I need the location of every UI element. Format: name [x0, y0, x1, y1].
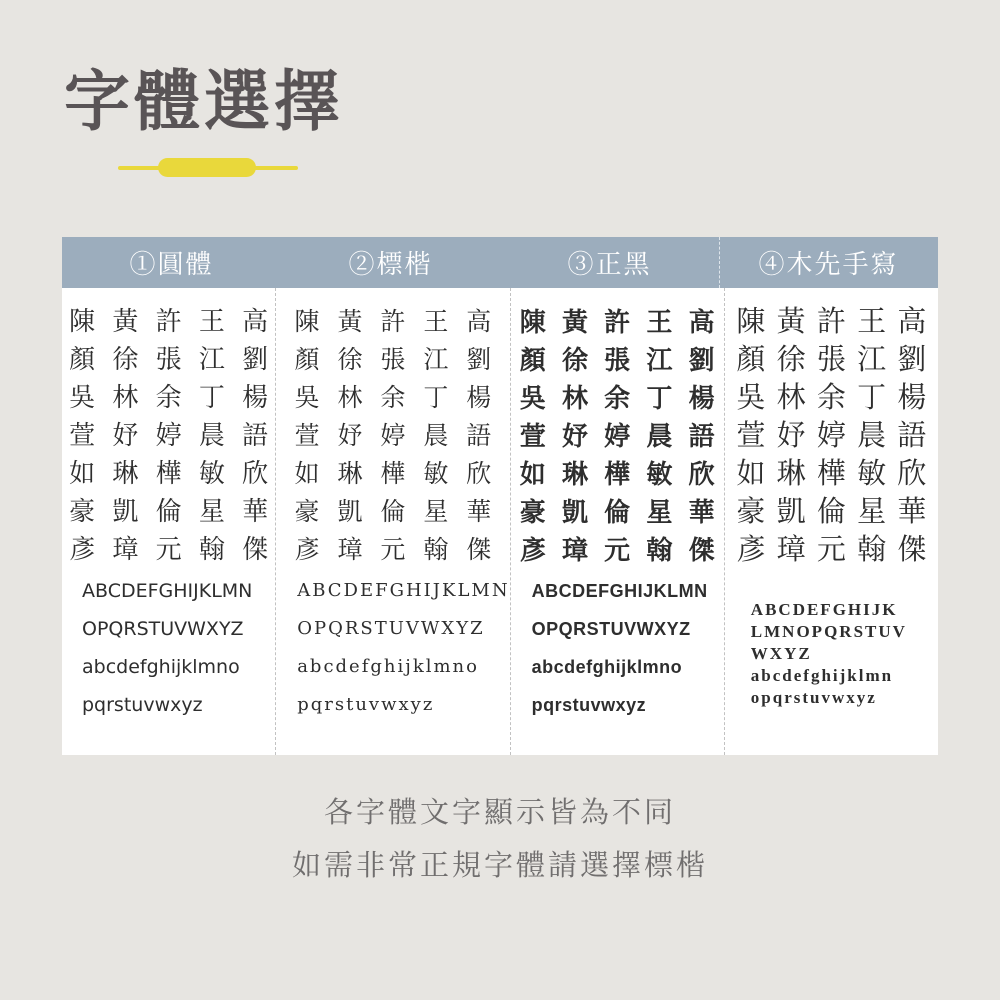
- latin-sample-line: pqrstuvwxyz: [82, 694, 203, 716]
- font-sample-column-handwriting: [724, 288, 938, 755]
- cjk-sample-block: [725, 303, 938, 569]
- cjk-sample-row: 陳 黃 許 王 高: [294, 307, 492, 336]
- latin-sample-line: LMNOPQRSTUV: [750, 622, 907, 641]
- cjk-sample-row: 如 琳 樺 敏 欣: [294, 459, 492, 488]
- font-comparison-table: [62, 237, 938, 755]
- latin-sample-line: pqrstuvwxyz: [531, 695, 647, 715]
- cjk-sample-row: 彥 璋 元 翰 傑: [294, 535, 492, 564]
- latin-sample-block: [62, 572, 275, 724]
- cjk-sample-row: 陳 黃 許 王 高: [69, 307, 269, 337]
- cjk-sample-row: 彥 璋 元 翰 傑: [736, 534, 927, 566]
- cjk-sample-row: 吳 林 余 丁 楊: [294, 383, 492, 412]
- cjk-sample-row: 顏 徐 張 江 劉: [69, 345, 269, 375]
- latin-sample-line: pqrstuvwxyz: [297, 694, 435, 715]
- latin-sample-line: abcdefghijklmno: [297, 656, 479, 677]
- column-header-gothic: ③正黑: [567, 249, 652, 279]
- font-sample-column-gothic: [510, 288, 724, 755]
- footer-note-line: 如需非常正規字體請選擇標楷: [291, 850, 708, 882]
- footer-note-line: 各字體文字顯示皆為不同: [323, 797, 676, 829]
- latin-sample-line: ABCDEFGHIJKLMN: [82, 580, 253, 602]
- cjk-sample-row: 豪 凱 倫 星 華: [736, 496, 927, 528]
- latin-sample-line: OPQRSTUVWXYZ: [531, 619, 691, 639]
- latin-sample-line: abcdefghijklmno: [82, 656, 240, 678]
- latin-sample-block: [276, 572, 509, 724]
- cjk-sample-row: 豪 凱 倫 星 華: [519, 497, 715, 527]
- font-sample-column-kai: [275, 288, 509, 755]
- column-header-round: ①圓體: [129, 249, 214, 279]
- cjk-sample-row: 彥 璋 元 翰 傑: [69, 535, 269, 565]
- cjk-sample-row: 萱 妤 婷 晨 語: [69, 421, 269, 451]
- cjk-sample-row: 萱 妤 婷 晨 語: [294, 421, 492, 450]
- cjk-sample-row: 萱 妤 婷 晨 語: [736, 420, 927, 452]
- cjk-sample-row: 吳 林 余 丁 楊: [69, 383, 269, 413]
- cjk-sample-row: 豪 凱 倫 星 華: [294, 497, 492, 526]
- latin-sample-line: abcdefghijklmno: [531, 657, 683, 677]
- latin-sample-block: [511, 572, 724, 724]
- header-divider: [719, 237, 720, 288]
- cjk-sample-row: 陳 黃 許 王 高: [519, 307, 715, 337]
- table-header-row: [62, 237, 938, 288]
- cjk-sample-row: 如 琳 樺 敏 欣: [69, 459, 269, 489]
- page-title: 字體選擇: [64, 63, 344, 140]
- latin-sample-line: opqrstuvwxyz: [750, 688, 877, 707]
- cjk-sample-row: 顏 徐 張 江 劉: [736, 344, 927, 376]
- footer-note: [0, 797, 1000, 882]
- latin-sample-line: OPQRSTUVWXYZ: [82, 618, 244, 640]
- latin-sample-line: ABCDEFGHIJKLMN: [531, 581, 708, 601]
- latin-sample-line: ABCDEFGHIJKLMN: [297, 580, 510, 601]
- cjk-sample-row: 陳 黃 許 王 高: [736, 306, 927, 338]
- cjk-sample-row: 吳 林 余 丁 楊: [519, 383, 715, 413]
- table-body: [62, 288, 938, 755]
- cjk-sample-row: 顏 徐 張 江 劉: [294, 345, 492, 374]
- latin-sample-line: ABCDEFGHIJK: [750, 600, 898, 619]
- latin-sample-line: abcdefghijklmn: [750, 666, 894, 685]
- cjk-sample-row: 豪 凱 倫 星 華: [69, 497, 269, 527]
- cjk-sample-row: 顏 徐 張 江 劉: [519, 345, 715, 375]
- latin-sample-line: OPQRSTUVWXYZ: [297, 618, 485, 639]
- font-sample-column-round: [62, 288, 275, 755]
- latin-sample-line: WXYZ: [750, 644, 812, 663]
- column-header-kai: ②標楷: [348, 249, 433, 279]
- column-header-handwriting: ④木先手寫: [758, 249, 899, 279]
- cjk-sample-row: 萱 妤 婷 晨 語: [519, 421, 715, 451]
- cjk-sample-row: 彥 璋 元 翰 傑: [519, 535, 715, 565]
- cjk-sample-block: [511, 303, 724, 569]
- cjk-sample-block: [62, 303, 275, 569]
- cjk-sample-row: 如 琳 樺 敏 欣: [519, 459, 715, 489]
- latin-sample-block: [725, 599, 938, 709]
- cjk-sample-row: 如 琳 樺 敏 欣: [736, 458, 927, 490]
- title-underline-pill: [158, 158, 256, 177]
- cjk-sample-block: [276, 303, 509, 569]
- cjk-sample-row: 吳 林 余 丁 楊: [736, 382, 927, 414]
